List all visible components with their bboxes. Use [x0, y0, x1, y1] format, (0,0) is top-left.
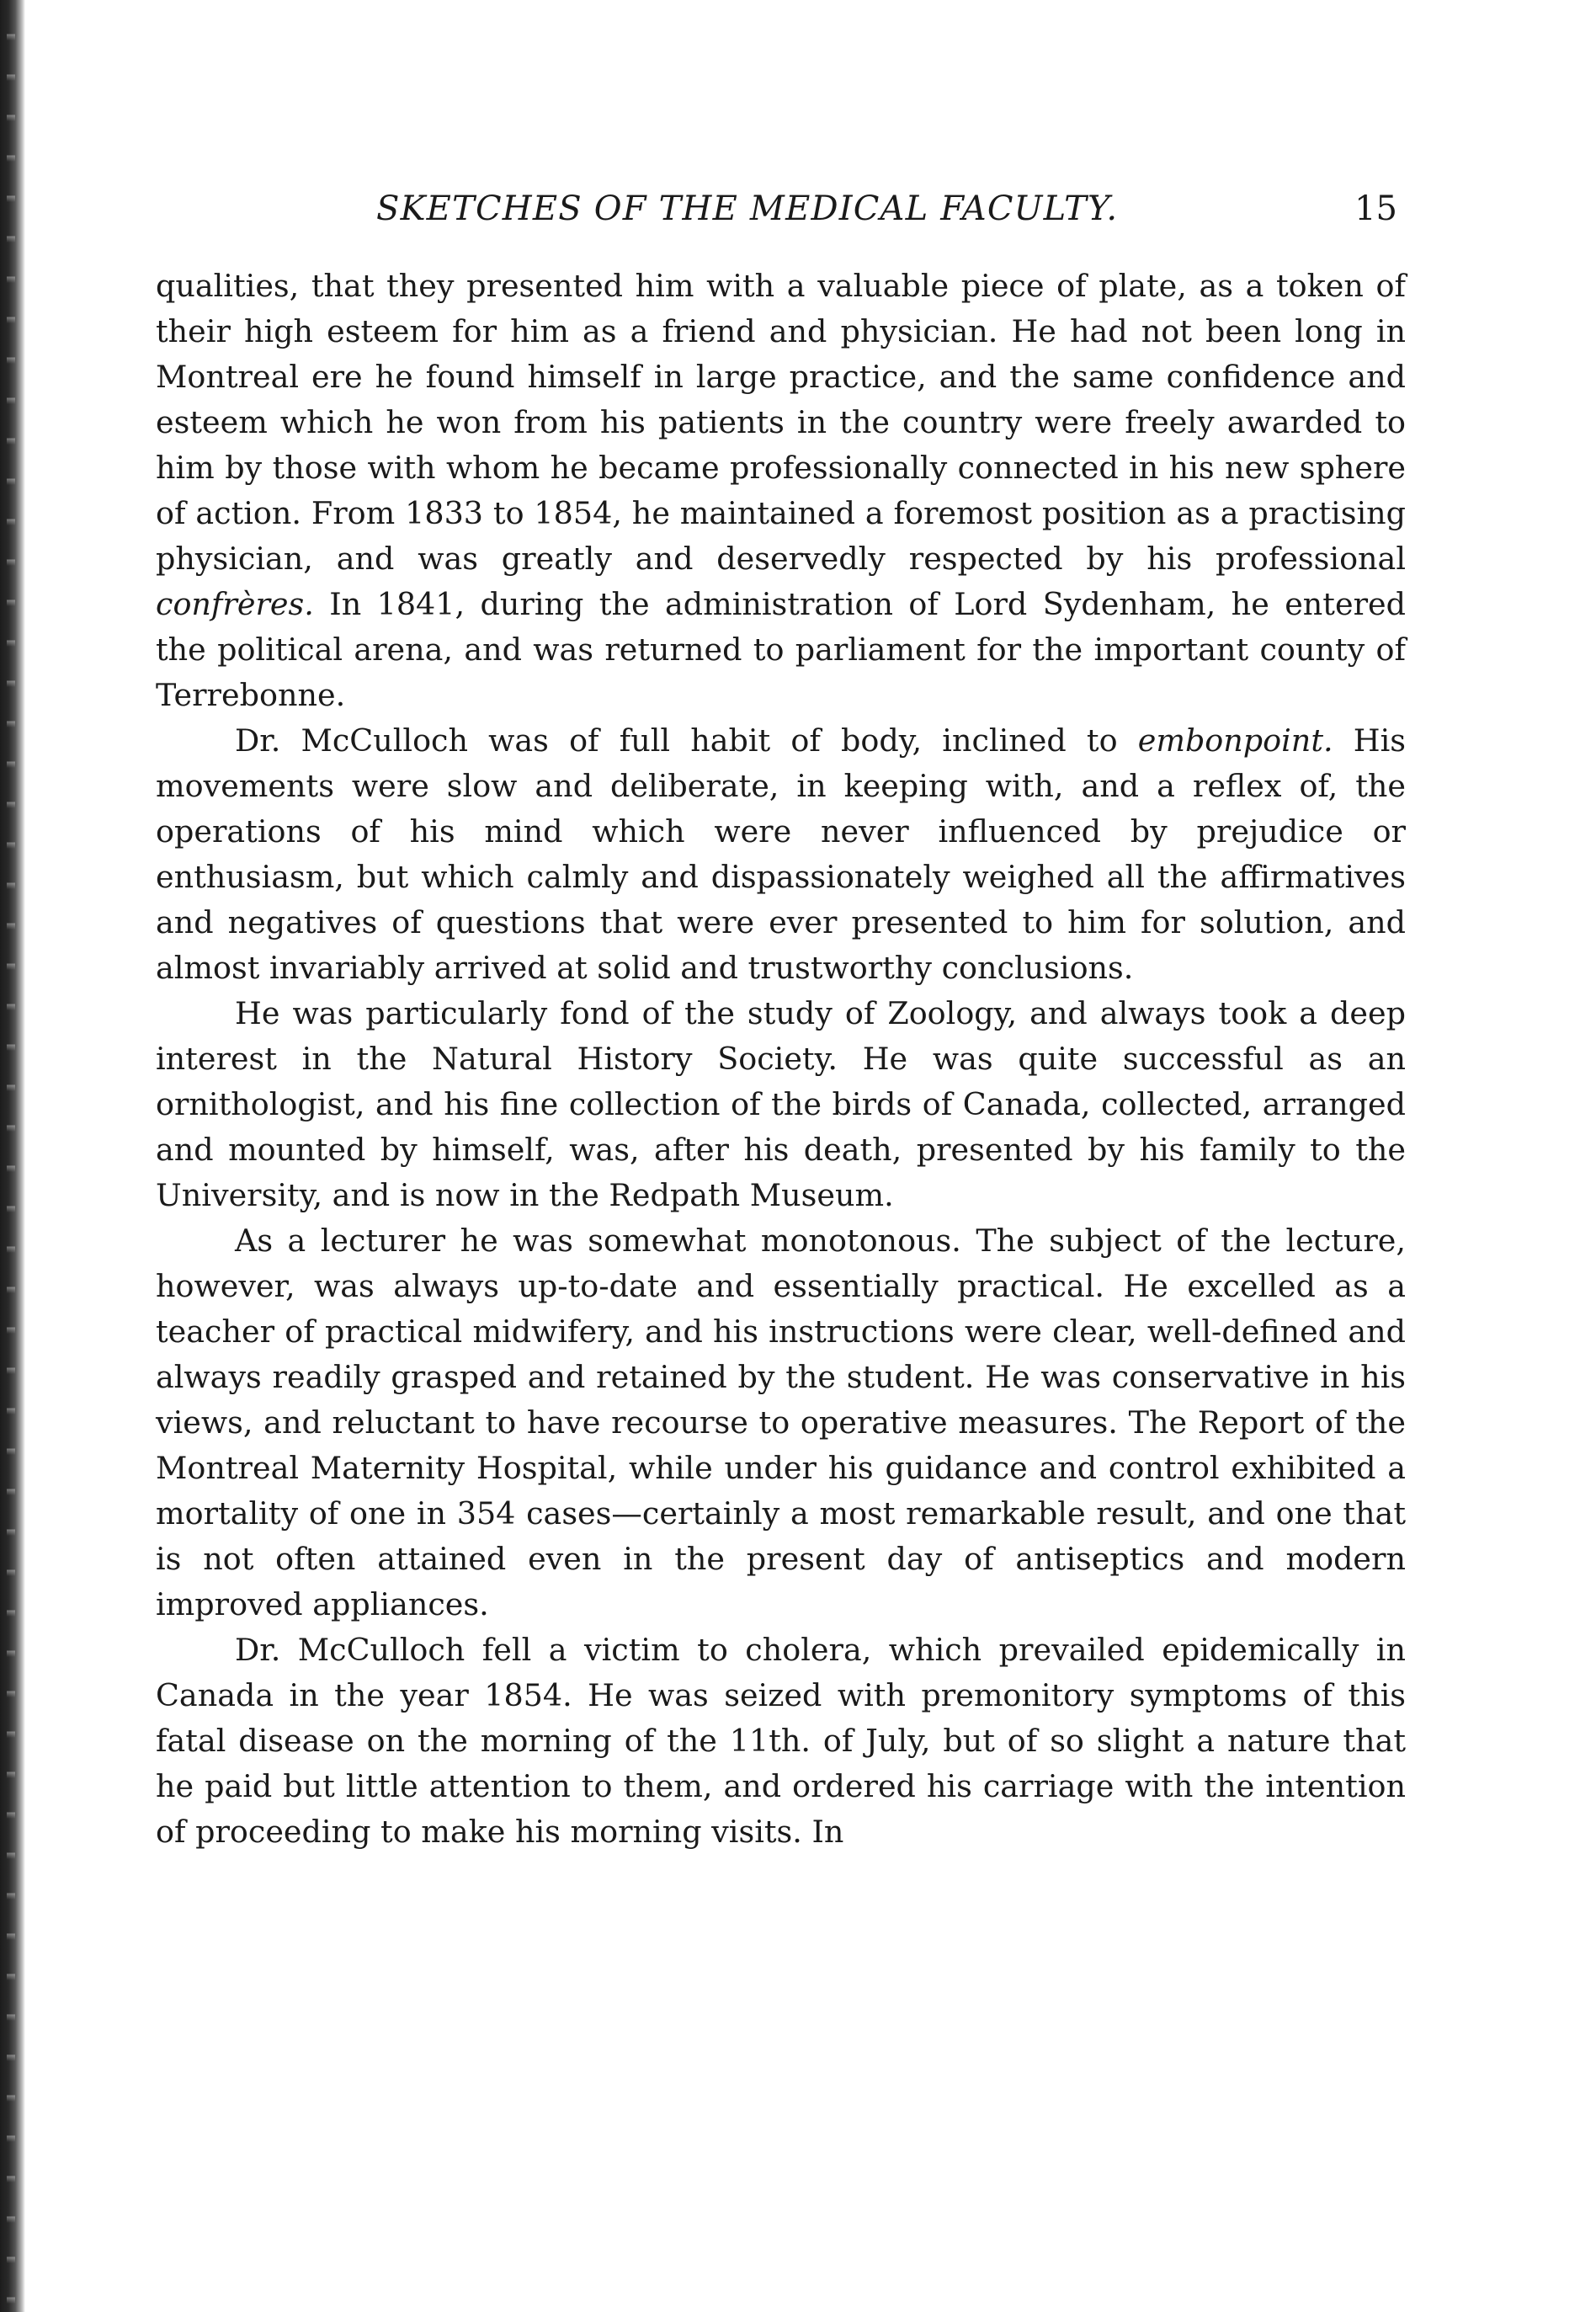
book-binding-edge — [0, 0, 25, 2312]
paragraph-text: He was particularly fond of the study of Zoology, and always took a deep interest in the Natural History Society. He was quite successful as an ornithologist, and his fine collection of the birds of Canada, collected, arranged and mounted by himself, was, after his death, presented by his family to the University, and is now in the Redpath Museum. — [156, 995, 1406, 1213]
paragraph-2 — [156, 718, 1406, 991]
paragraph-text: Dr. McCulloch was of full habit of body, inclined to — [235, 722, 1138, 759]
paragraph-3 — [156, 991, 1406, 1218]
paragraph-1 — [156, 264, 1406, 718]
paragraph-text: As a lecturer he was somewhat monotonous. The subject of the lecture, however, was always up-to-date and essentially practical. He excelled as a teacher of practical midwifery, and his instructions were clear, well-defined and always readily grasped and retained by the student. He was conservative in his views, and reluctant to have recourse to operative measures. The Report of the Montreal Maternity Hospital, while under his guidance and control exhibited a mortality of one in 354 cases—certainly a most remarkable result, and one that is not often attained even in the present day of antiseptics and modern improved appliances. — [156, 1223, 1406, 1622]
paragraph-4 — [156, 1218, 1406, 1627]
paragraph-5 — [156, 1627, 1406, 1855]
italic-term-confreres: confrères. — [156, 586, 314, 622]
running-title: SKETCHES OF THE MEDICAL FACULTY. — [376, 189, 1119, 228]
paragraph-text: In 1841, during the administration of Lord Sydenham, he entered the political arena, and was returned to parliament for the important county of Terrebonne. — [156, 586, 1406, 713]
paragraph-text: Dr. McCulloch fell a victim to cholera, which prevailed epidemically in Canada in the year 1854. He was seized with premonitory symptoms of this fatal disease on the morning of the 11th. of July, but of so slight a nature that he paid but little attention to them, and ordered his carriage with the intention of proceeding to make his morning visits. In — [156, 1632, 1406, 1850]
book-page — [156, 189, 1406, 1855]
paragraph-text: qualities, that they presented him with a valuable piece of plate, as a token of their high esteem for him as a friend and physician. He had not been long in Montreal ere he found himself in large practice, and the same confidence and esteem which he won from his patients in the country were freely awarded to him by those with whom he became professionally connected in his new sphere of action. From 1833 to 1854, he maintained a foremost position as a practising physician, and was greatly and deservedly respected by his professional — [156, 268, 1406, 577]
page-number: 15 — [1354, 189, 1397, 228]
italic-term-embonpoint: embonpoint. — [1137, 722, 1333, 759]
running-head — [376, 189, 1397, 242]
paragraph-text: His movements were slow and deliberate, in keeping with, and a reflex of, the operations of his mind which were never influenced by prejudice or enthusiasm, but which calmly and dispassionately weighed all the affirmatives and negatives of questions that were ever presented to him for solution, and almost invariably arrived at solid and trustworthy conclusions. — [156, 722, 1406, 986]
